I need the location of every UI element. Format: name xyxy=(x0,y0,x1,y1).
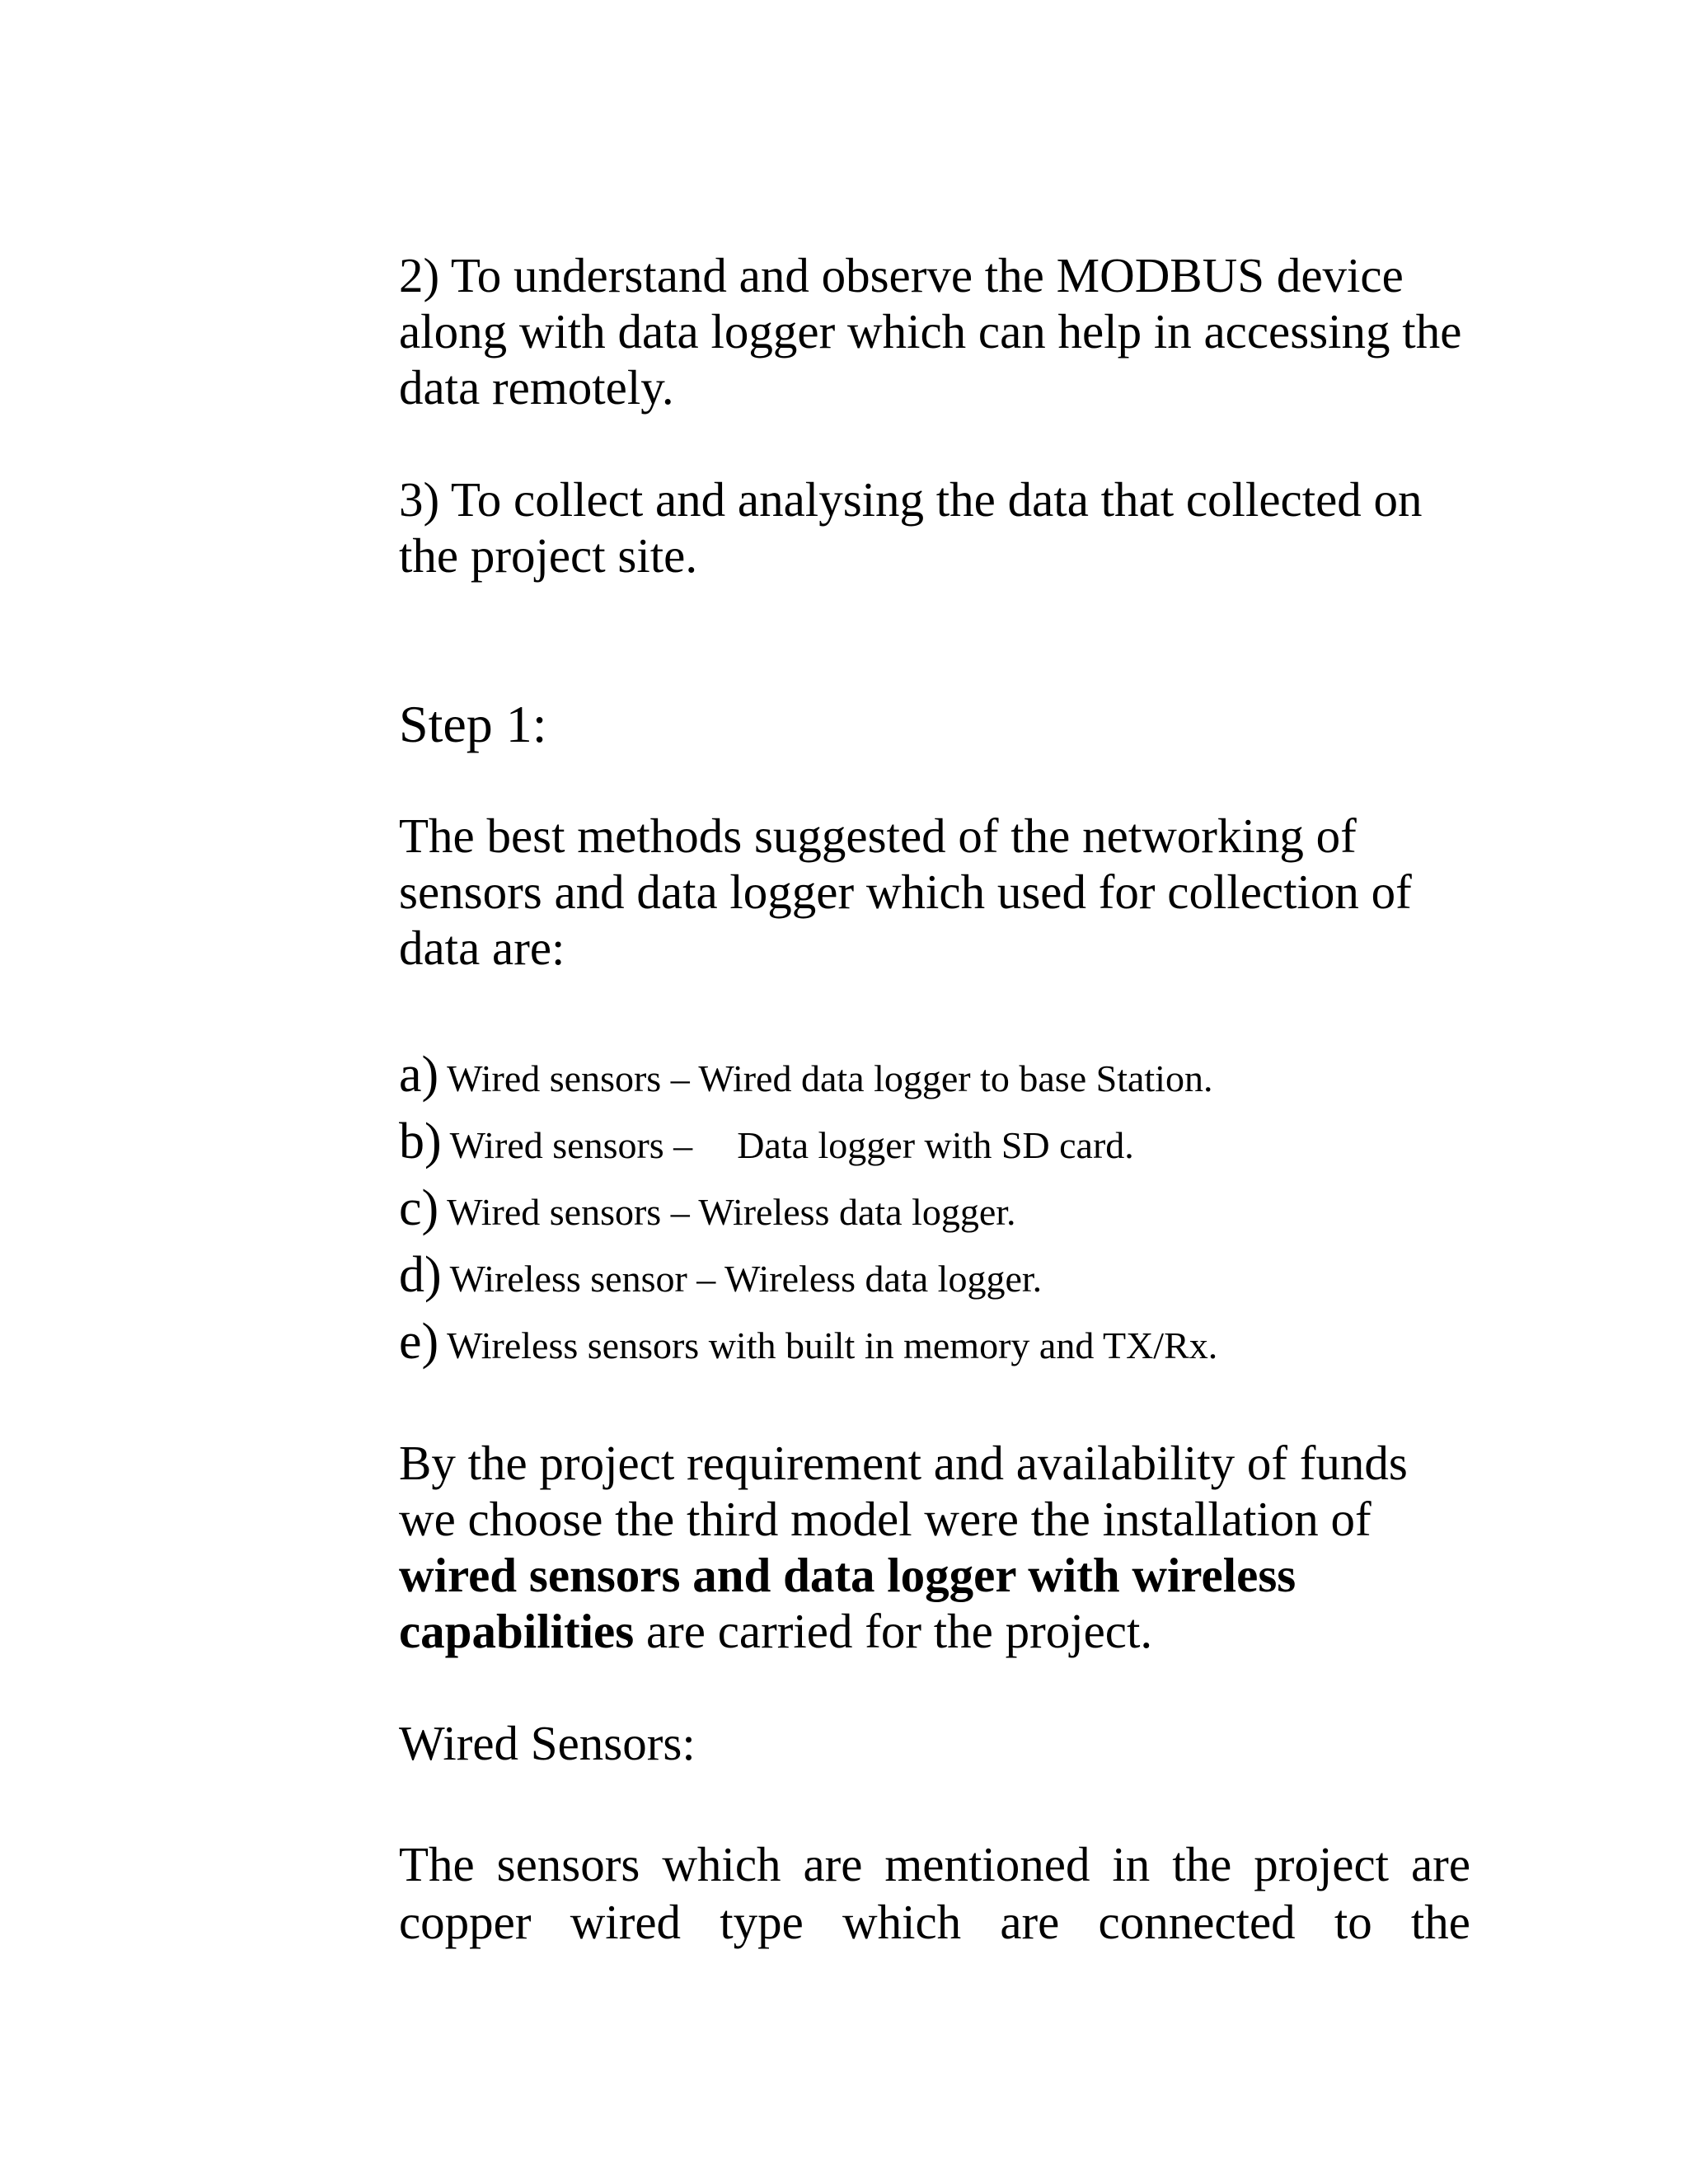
wired-sensors-heading: Wired Sensors: xyxy=(399,1716,696,1770)
method-letter: c) xyxy=(399,1180,439,1236)
objective-item-3: 3) To collect and analysing the data that collected on the project site. xyxy=(399,472,1423,583)
decision-text-pre: By the project requirement and availability of funds we choose the third model were the installation of xyxy=(399,1436,1408,1546)
method-text: Wired sensors – Wired data logger to base Station. xyxy=(447,1057,1213,1099)
objective-item-2: 2) To understand and observe the MODBUS device along with data logger which can help in accessing the data remotely. xyxy=(399,248,1462,415)
method-item-b xyxy=(399,1110,1470,1177)
method-letter: d) xyxy=(399,1247,442,1303)
methods-intro: The best methods suggested of the networking of sensors and data logger which used for collection of data are: xyxy=(399,808,1412,975)
method-text-part-2: Data logger with SD card. xyxy=(737,1124,1134,1166)
method-text-part-1: Wired sensors – xyxy=(449,1124,693,1166)
method-text: Wireless sensors with built in memory and TX/Rx. xyxy=(447,1324,1218,1366)
method-item-e xyxy=(399,1310,1470,1377)
method-letter: b) xyxy=(399,1113,442,1169)
method-item-a xyxy=(399,1043,1470,1110)
decision-text-post: are carried for the project. xyxy=(634,1604,1153,1658)
model-decision-paragraph xyxy=(399,1435,1470,1659)
page-content xyxy=(399,247,1470,1951)
method-item-d xyxy=(399,1244,1470,1310)
wired-sensors-description: The sensors which are mentioned in the project are copper wired type which are connected to the xyxy=(399,1837,1470,1949)
method-text: Wireless sensor – Wireless data logger. xyxy=(449,1258,1043,1300)
method-letter: e) xyxy=(399,1314,439,1370)
method-letter: a) xyxy=(399,1047,439,1103)
methods-list xyxy=(399,1043,1470,1377)
method-item-c xyxy=(399,1177,1470,1244)
decision-text-bold: wired sensors and data logger with wireless capabilities xyxy=(399,1548,1296,1658)
step-1-heading: Step 1: xyxy=(399,695,547,753)
method-text: Wired sensors – Wireless data logger. xyxy=(447,1191,1016,1233)
